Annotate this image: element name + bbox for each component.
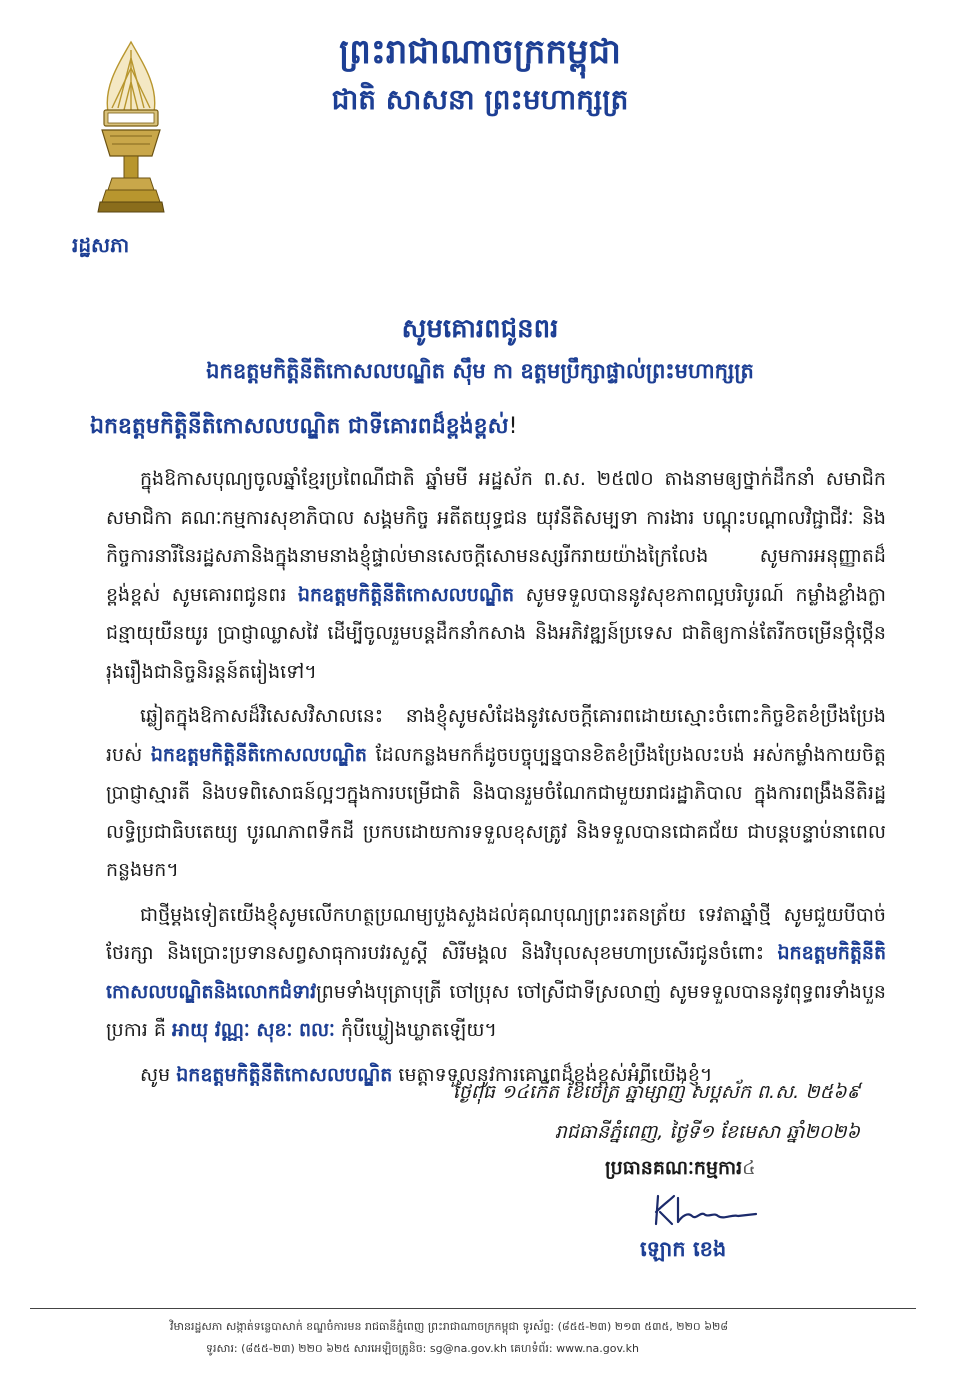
p3-honorific: ឯកឧត្តមកិត្តិនីតិកោសលបណ្ឌិតនិងលោកជំទាវ: [106, 942, 886, 1003]
footer-divider: [30, 1308, 916, 1309]
p3-blessings: អាយុ វណ្ណៈ សុខៈ ពលៈ: [171, 1019, 335, 1041]
p2-honorific: ឯកឧត្តមកិត្តិនីតិកោសលបណ្ឌិត: [150, 743, 367, 766]
signer-title-number: ៤: [742, 1157, 756, 1179]
p3-text-c: កុំបីឃ្លៀងឃ្លាតឡើយ។: [334, 1019, 497, 1041]
p2-text-b: ដែលកន្លងមកក៏ដូចបច្ចុប្បន្នបានខិតខំប្រឹងប្រែងលះបង់ អស់កម្លាំងកាយចិត្ត ប្រាជ្ញាស្មារតី និងបទពិសោធន៍ល្អៗក្នុងការបម្រើជាតិ និងបានរួមចំណែកជាមួយរាជរដ្ឋាភិបាល ក្នុងការពង្រឹងនីតិរដ្ឋ លទ្ធិប្រជាធិបតេយ្យ បូរណភាពទឹកដី ប្រកបដោយការទទួលខុសត្រូវ និងទទួលបានជោគជ័យ ជាបន្តបន្ទាប់នាពេលកន្លងមក។: [106, 743, 886, 881]
institution-name: រដ្ឋសភា: [72, 233, 130, 257]
signer-title-text: ប្រធានគណៈកម្មការ: [605, 1157, 743, 1179]
p4-honorific: ឯកឧត្តមកិត្តិនីតិកោសលបណ្ឌិត: [176, 1063, 393, 1086]
footer-address: វិមានរដ្ឋសភា សង្កាត់ទន្លេបាសាក់ ខណ្ឌចំការមន រាជធានីភ្នំពេញ ព្រះរាជាណាចក្រកម្ពុជា ទូរស័ព្ទ: (៨៥៥-២៣) ២១៣ ៥៣៥, ២២០ ៦២៨: [170, 1320, 729, 1333]
lunar-date: ថ្ងៃពុធ ១៤កើត ខែចេត្រ ឆ្នាំម្សាញ់ សប្តស័ក ព.ស. ២៥៦៩: [452, 1081, 860, 1103]
p4-text-b: មេត្តាទទួលនូវការគោរពដ៏ខ្ពង់ខ្ពស់អំពីយើងខ្ញុំ។: [392, 1063, 713, 1086]
p1-text-b: សូមទទួលបាននូវសុខភាពល្អបរិបូរណ៍ កម្លាំងខ្លាំងក្លា ជន្មាយុយឺនយូរ ប្រាជ្ញាឈ្លាសវៃ ដើម្បីចូលរួមបន្តដឹកនាំកសាង និងអភិវឌ្ឍន៍ប្រទេស ជាតិឲ្យកាន់តែរីកចម្រើនថ្កុំថ្កើនរុងរឿងជានិច្ចនិរន្តន៍តរៀងទៅ។: [106, 583, 886, 683]
letter-body: [106, 460, 886, 1100]
place-and-date: រាជធានីភ្នំពេញ, ថ្ងៃទី១ ខែមេសា ឆ្នាំ២០២៦: [554, 1121, 860, 1143]
body-paragraph-3: [106, 896, 886, 1050]
footer-contact: ទូរសារ: (៨៥៥-២៣) ២២០ ៦២៥ សារអេឡិចត្រូនិច: sg@na.gov.kh គេហទំព័រ: www.na.gov.kh: [206, 1342, 640, 1355]
signer-title: [605, 1156, 756, 1184]
national-motto: ជាតិ សាសនា ព្រះមហាក្សត្រ: [331, 83, 629, 116]
p2-text-a: ឆ្លៀតក្នុងឱកាសដ៏វិសេសវិសាលនេះ នាងខ្ញុំសូមសំដែងនូវសេចក្ដីគោរពដោយស្មោះចំពោះកិច្ចខិតខំប្រឹងប្រែងរបស់: [106, 705, 886, 766]
handwritten-signature-icon: [652, 1190, 762, 1230]
p3-text-b: ព្រមទាំងបុត្រាបុត្រី ចៅប្រុស ចៅស្រីជាទីស្រលាញ់ សូមទទួលបាននូវពុទ្ធពរទាំងបួនប្រការ គឺ: [106, 980, 886, 1041]
national-assembly-emblem-icon: [86, 38, 176, 228]
signer-name: ឡោក ខេង: [640, 1237, 727, 1261]
body-paragraph-2: [106, 697, 886, 890]
body-paragraph-1: [106, 460, 886, 691]
letter-title: សូមគោរពជូនពរ: [401, 314, 559, 344]
p3-text-a: ជាថ្មីម្ដងទៀតយើងខ្ញុំសូមលើកហត្ថប្រណម្យបួងសួងដល់គុណបុណ្យព្រះរតនត្រ័យ ទេវតាឆ្នាំថ្មី សូមជួយបីបាច់ថែរក្សា និងប្រោះប្រទានសព្វសាធុការបវរសួស្ដី សិរីមង្គល និងវិបុលសុខមហាប្រសើរជូនចំពោះ: [106, 903, 886, 964]
letter-salutation: [90, 412, 870, 444]
p1-honorific: ឯកឧត្តមកិត្តិនីតិកោសលបណ្ឌិត: [297, 583, 515, 606]
kingdom-heading: ព្រះរាជាណាចក្រកម្ពុជា: [339, 32, 621, 72]
salutation-text: ឯកឧត្តមកិត្តិនីតិកោសលបណ្ឌិត ជាទីគោរពដ៏ខ្ពង់ខ្ពស់: [90, 414, 509, 439]
salutation-mark: !: [508, 414, 518, 439]
p4-text-a: សូម: [140, 1063, 177, 1086]
letter-recipient: ឯកឧត្តមកិត្តិនីតិកោសលបណ្ឌិត ស៊ឹម កា ឧត្តមប្រឹក្សាផ្ទាល់ព្រះមហាក្សត្រ: [206, 359, 754, 383]
p1-text-a: ក្នុងឱកាសបុណ្យចូលឆ្នាំខ្មែរប្រពៃណីជាតិ ឆ្នាំមមី អដ្ឋស័ក ព.ស. ២៥៧០ តាងនាមឲ្យថ្នាក់ដឹកនាំ សមាជិក សមាជិកា គណៈកម្មការសុខាភិបាល សង្គមកិច្ច អតីតយុទ្ធជន យុវនីតិសម្បទា ការងារ បណ្ដុះបណ្ដាលវិជ្ជាជីវៈ និងកិច្ចការនារីនៃរដ្ឋសភានិងក្នុងនាមនាងខ្ញុំផ្ទាល់មានសេចក្ដីសោមនស្សរីករាយយ៉ាងក្រៃលែង សូមការអនុញ្ញាតដ៏ខ្ពង់ខ្ពស់ សូមគោរពជូនពរ: [106, 468, 886, 606]
